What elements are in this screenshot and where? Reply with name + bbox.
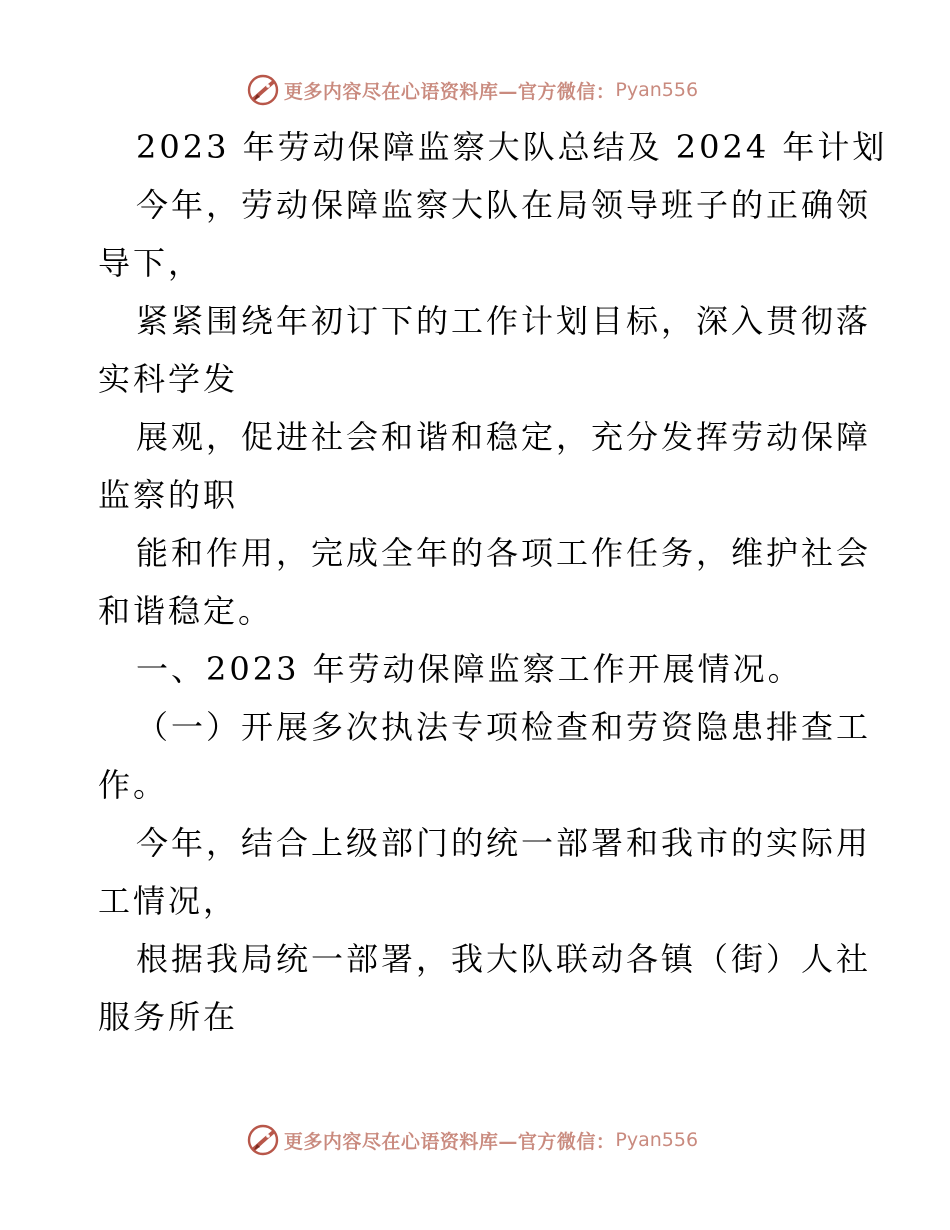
watermark-text: 更多内容尽在心语资料库—官方微信： [283,80,616,103]
paragraph-line: 服务所在 [98,998,239,1036]
paragraph-line: 工情况， [98,882,239,920]
paragraph-line: 今年，结合上级部门的统一部署和我市的实际用 [136,824,872,862]
section-heading: 一、2023 年劳动保障监察工作开展情况。 [136,650,803,688]
watermark-wechat-id: Pyan556 [615,79,699,101]
watermark-text: 更多内容尽在心语资料库—官方微信： [283,1130,616,1153]
pen-nib-logo-icon [246,1123,280,1157]
paragraph-line: 紧紧围绕年初订下的工作计划目标，深入贯彻落 [136,302,872,340]
paragraph-line: 导下， [98,244,204,282]
footer-watermark [0,1120,950,1160]
paragraph-line: 和谐稳定。 [98,592,274,630]
paragraph-line: 展观，促进社会和谐和稳定，充分发挥劳动保障 [136,418,872,456]
watermark-group [246,73,698,107]
watermark-wechat-id: Pyan556 [615,1129,699,1151]
document-body [98,118,888,1046]
subsection-heading: （一）开展多次执法专项检查和劳资隐患排查工 [136,708,872,746]
header-watermark [0,70,950,110]
document-title: 2023 年劳动保障监察大队总结及 2024 年计划 [136,128,888,166]
paragraph-line: 根据我局统一部署，我大队联动各镇（街）人社 [136,940,872,978]
paragraph-line: 今年，劳动保障监察大队在局领导班子的正确领 [136,186,872,224]
watermark-group [246,1123,698,1157]
paragraph-line: 监察的职 [98,476,239,514]
pen-nib-logo-icon [246,73,280,107]
paragraph-line: 作。 [98,766,169,804]
paragraph-line: 实科学发 [98,360,239,398]
paragraph-line: 能和作用，完成全年的各项工作任务，维护社会 [136,534,872,572]
